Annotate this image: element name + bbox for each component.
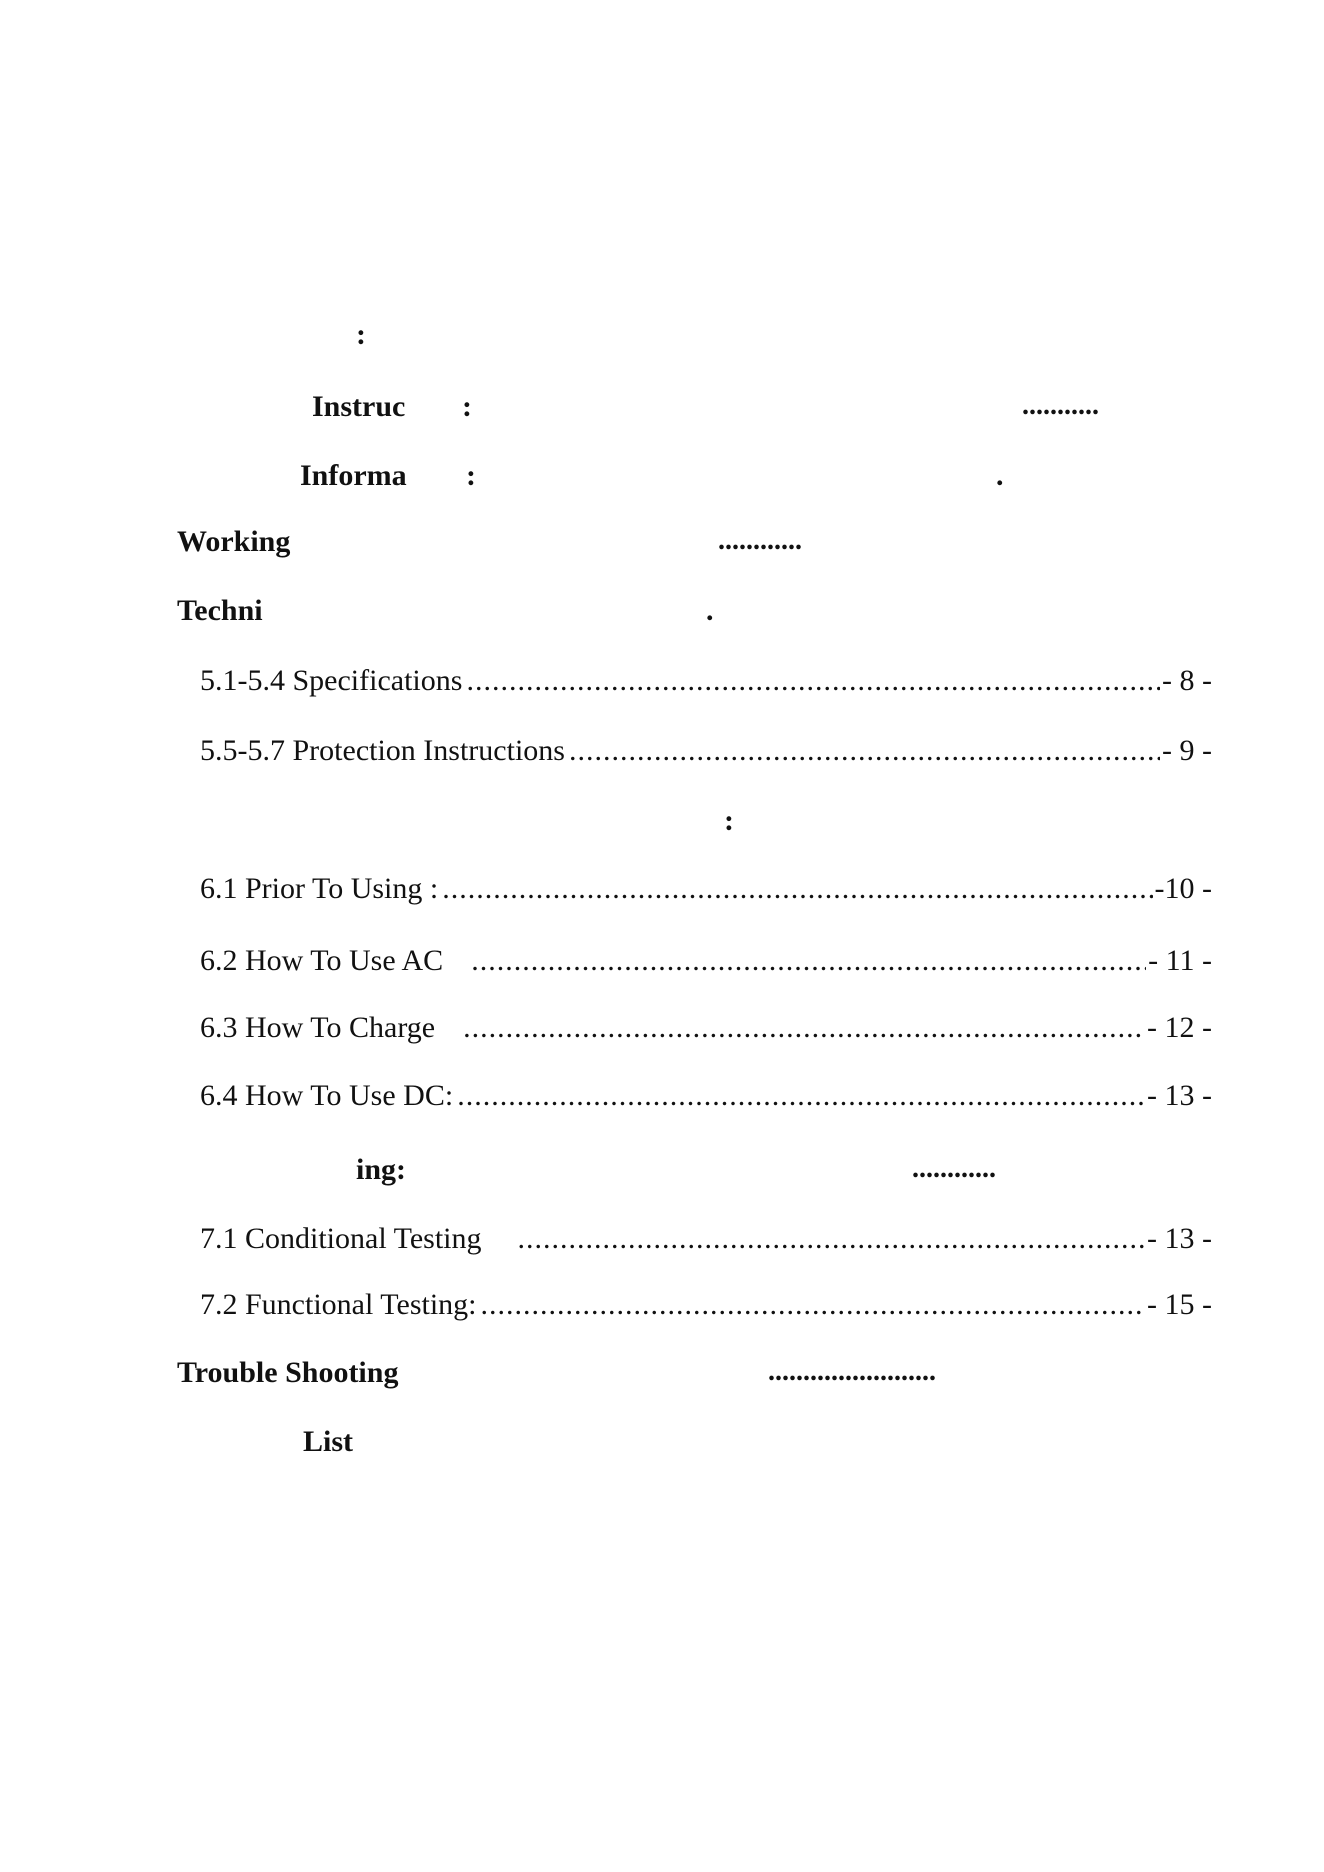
toc-entry-leader	[466, 666, 1160, 696]
toc-entry	[200, 874, 1212, 904]
toc-entry	[200, 1224, 1212, 1254]
toc-entry	[200, 1290, 1212, 1320]
toc-entry-leader	[481, 1290, 1146, 1320]
toc-entry-label: 6.3 How To Charge	[200, 1011, 436, 1044]
toc-line-5-dot: .	[706, 594, 714, 627]
toc-line-7-dots: ............	[912, 1153, 996, 1184]
toc-entry-page: - 12 -	[1147, 1011, 1212, 1044]
toc-entry-leader	[457, 1081, 1145, 1111]
toc-entry	[200, 946, 1212, 976]
toc-entry-label: 6.2 How To Use AC	[200, 944, 444, 977]
toc-entry-label: 7.1 Conditional Testing	[200, 1222, 482, 1255]
toc-entry-page: - 8 -	[1162, 664, 1212, 697]
toc-entry-label: 6.4 How To Use DC:	[200, 1079, 454, 1112]
toc-entry-leader	[463, 1013, 1145, 1043]
toc-entry-page: - 13 -	[1147, 1079, 1212, 1112]
toc-line-4-dots: ............	[718, 525, 802, 556]
toc-entry-label: 5.1-5.4 Specifications	[200, 664, 463, 697]
toc-entry	[200, 1081, 1212, 1111]
toc-entry-leader	[471, 946, 1146, 976]
toc-entry-leader	[518, 1224, 1146, 1254]
toc-entry	[200, 736, 1212, 766]
toc-entry-page: - 11 -	[1148, 944, 1212, 977]
toc-line-6-colon: :	[724, 804, 734, 837]
toc-entry-page: -10 -	[1154, 872, 1212, 905]
toc-line-3-dot: .	[996, 459, 1004, 492]
toc-line-2-colon: :	[462, 390, 472, 423]
toc-line-7-label: ing:	[356, 1153, 407, 1186]
toc-entry-page: - 9 -	[1162, 734, 1212, 767]
toc-entry	[200, 666, 1212, 696]
toc-entry	[200, 1013, 1212, 1043]
toc-entry-label: 5.5-5.7 Protection Instructions	[200, 734, 565, 767]
toc-entry-page: - 15 -	[1147, 1288, 1212, 1321]
toc-line-1-colon: :	[356, 318, 366, 351]
toc-line-9-label: List	[303, 1425, 354, 1458]
toc-line-4-label: Working	[177, 525, 291, 558]
toc-entry-label: 7.2 Functional Testing:	[200, 1288, 477, 1321]
toc-line-8-label: Trouble Shooting	[177, 1356, 399, 1389]
toc-line-2-label: Instruc	[312, 390, 406, 423]
toc-entry-label: 6.1 Prior To Using :	[200, 872, 439, 905]
toc-entry-leader	[442, 874, 1152, 904]
toc-line-3-colon: :	[466, 459, 476, 492]
toc-line-3-label: Informa	[300, 459, 407, 492]
toc-line-8-dots: ........................	[768, 1356, 936, 1387]
toc-entry-page: - 13 -	[1147, 1222, 1212, 1255]
toc-entry-leader	[569, 736, 1160, 766]
toc-line-5-label: Techni	[177, 594, 263, 627]
toc-line-2-dots: ...........	[1022, 390, 1099, 421]
